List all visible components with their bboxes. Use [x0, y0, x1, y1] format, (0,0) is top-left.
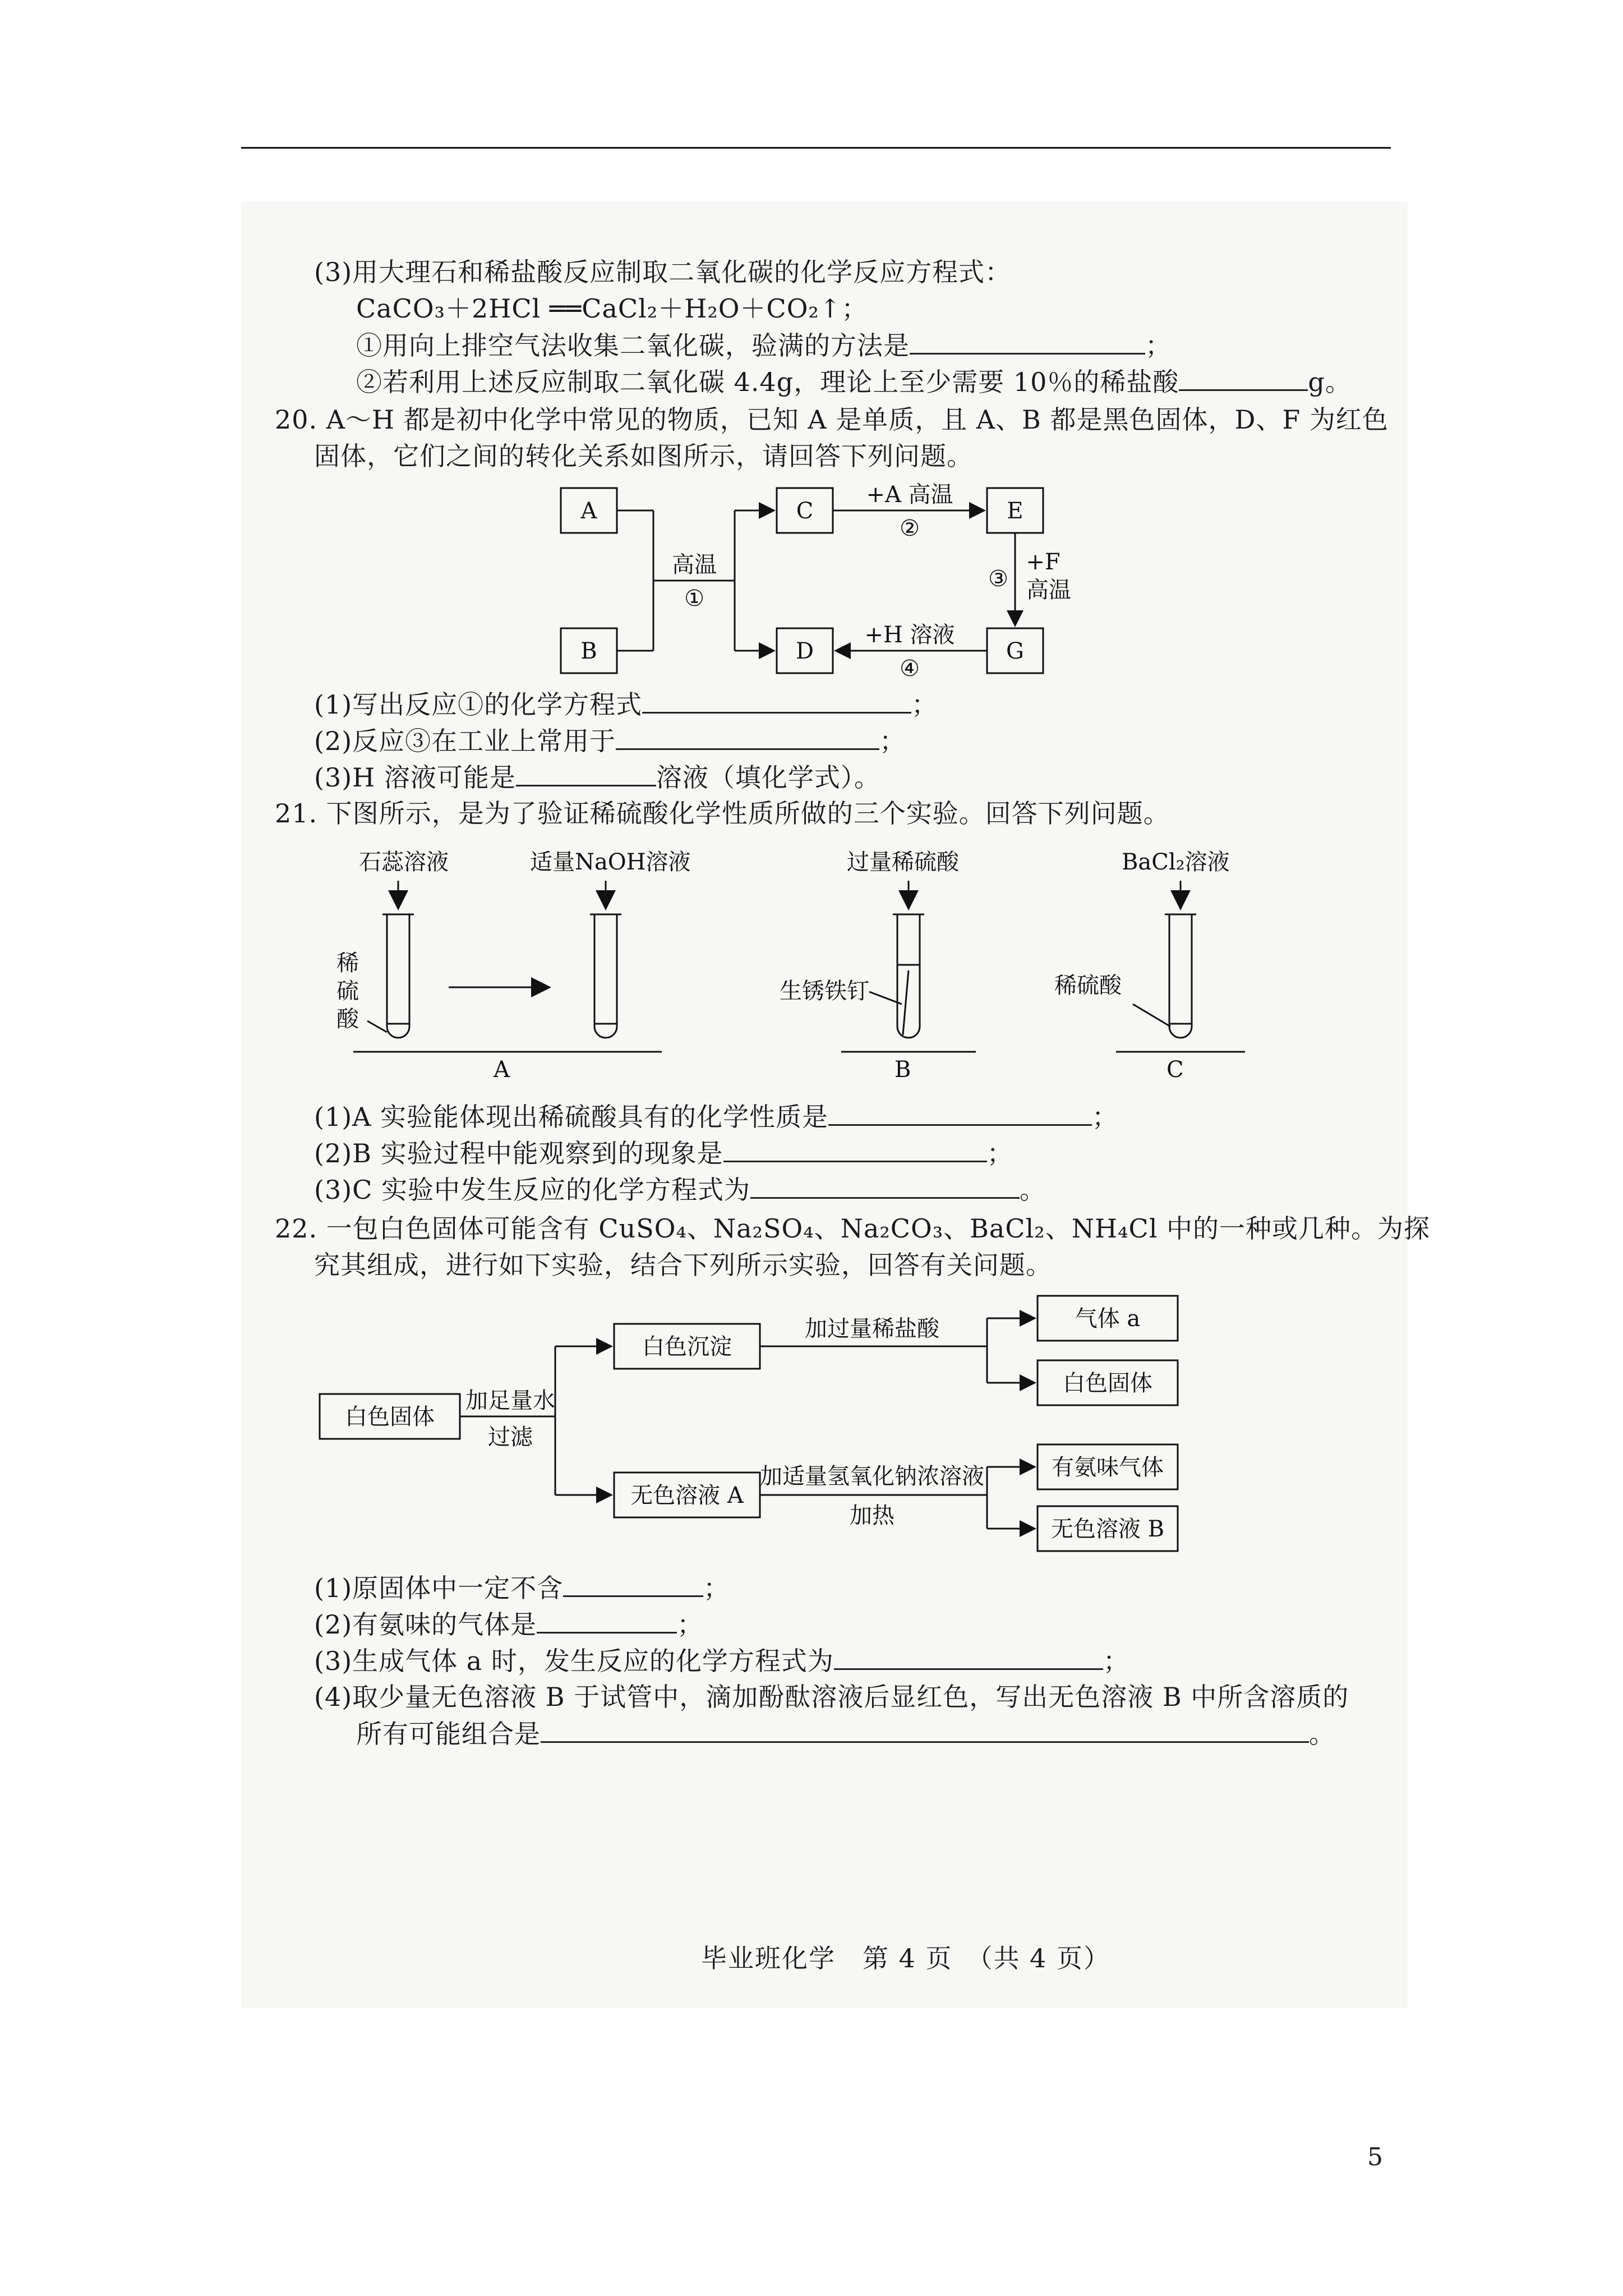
tube-a2 [594, 914, 617, 1038]
reaction2-condition: +A 高温 [866, 482, 953, 508]
q22-part4b [356, 1717, 1335, 1751]
solution-a-label: 无色溶液 A [630, 1483, 744, 1508]
q21-part3-text: (3)C 实验中发生反应的化学方程式为 [314, 1175, 750, 1205]
q22-stem-line1: 22. 一包白色固体可能含有 CuSO₄、Na₂SO₄、Na₂CO₃、BaCl₂、NH₄Cl 中的一种或几种。为探 [275, 1213, 1431, 1244]
q21-part3-blank[interactable] [750, 1172, 1020, 1199]
q22-part1-end: ； [703, 1573, 730, 1603]
q20-part1-end: ； [911, 689, 938, 720]
reaction2-number: ② [900, 516, 920, 541]
q20-part1-text: (1)写出反应①的化学方程式 [314, 689, 643, 720]
reaction1-condition: 高温 [672, 552, 717, 578]
litmus-label: 石蕊溶液 [359, 849, 449, 875]
q19-sub2 [356, 365, 1352, 399]
q20-part2-text: (2)反应③在工业上常用于 [314, 726, 616, 756]
precipitate-label: 白色沉淀 [642, 1334, 732, 1360]
q20-part3-blank[interactable] [516, 760, 656, 786]
white-solid-label: 白色固体 [345, 1404, 435, 1430]
q20-stem-line1: 20. A～H 都是初中化学中常见的物质，已知 A 是单质，且 A、B 都是黑色固体，D、F 为红色 [275, 404, 1389, 435]
acid-label-char3: 酸 [336, 1006, 359, 1032]
q21-part1-end: ； [1092, 1102, 1119, 1132]
solution-b-label: 无色溶液 B [1050, 1516, 1165, 1542]
naoh-label: 适量NaOH溶液 [530, 849, 691, 875]
q20-part3-text: (3)H 溶液可能是 [314, 762, 516, 793]
label-a: A [580, 498, 597, 524]
header-rule [241, 147, 1391, 149]
q20-part1-blank[interactable] [642, 687, 911, 714]
q21-part1 [314, 1099, 1118, 1134]
reaction4-number: ④ [900, 656, 920, 682]
page-footer: 毕业班化学 第 4 页 （共 4 页） [701, 1943, 1111, 1973]
tube-a1 [387, 914, 409, 1038]
q19-equation: CaCO₃＋2HCl ══CaCl₂＋H₂O＋CO₂↑； [356, 293, 868, 324]
label-c: C [796, 498, 814, 524]
q22-part2 [314, 1607, 703, 1641]
q22-stem-line2: 究其组成，进行如下实验，结合下列所示实验，回答有关问题。 [314, 1250, 1052, 1280]
label-g: G [1006, 638, 1024, 664]
reaction3-condition: 高温 [1026, 577, 1071, 603]
q21-part2-text: (2)B 实验过程中能观察到的现象是 [314, 1138, 723, 1168]
q22-part1-blank[interactable] [563, 1571, 703, 1597]
add-water-label: 加足量水 [465, 1388, 555, 1414]
q21-part3 [314, 1172, 1046, 1207]
label-e: E [1007, 498, 1023, 524]
add-hcl-label: 加过量稀盐酸 [805, 1316, 939, 1342]
q22-part4-blank[interactable] [541, 1717, 1309, 1743]
q21-part1-blank[interactable] [828, 1099, 1092, 1126]
q19-sub2-text: ②若利用上述反应制取二氧化碳 4.4g，理论上至少需要 10％的稀盐酸 [356, 367, 1179, 397]
q19-sub2-end: g。 [1308, 367, 1352, 397]
excess-acid-label: 过量稀硫酸 [847, 849, 959, 875]
page-number: 5 [1367, 2143, 1383, 2171]
heat-label: 加热 [850, 1503, 895, 1529]
q22-part3-text: (3)生成气体 a 时，发生反应的化学方程式为 [314, 1646, 834, 1676]
q22-part4b-end: 。 [1309, 1719, 1335, 1749]
q19-part3: (3)用大理石和稀盐酸反应制取二氧化碳的化学反应方程式： [314, 257, 1012, 287]
tube-c [1169, 914, 1192, 1038]
q21-part2 [314, 1136, 1013, 1170]
label-d: D [795, 638, 814, 664]
q21-part3-end: 。 [1019, 1175, 1046, 1205]
rusty-nail-label: 生锈铁钉 [780, 978, 869, 1004]
bacl2-label: BaCl₂溶液 [1122, 849, 1230, 875]
q19-sub1-text: ①用向上排空气法收集二氧化碳，验满的方法是 [356, 330, 910, 361]
white-solid-2-label: 白色固体 [1063, 1370, 1152, 1396]
q21-stem: 21. 下图所示，是为了验证稀硫酸化学性质所做的三个实验。回答下列问题。 [275, 798, 1170, 829]
reaction3-number: ③ [988, 566, 1008, 592]
acid-c-label: 稀硫酸 [1054, 973, 1122, 999]
q22-part2-blank[interactable] [537, 1607, 677, 1634]
q20-part2 [314, 724, 906, 758]
experiment-b-label: B [895, 1057, 911, 1083]
gas-a-label: 气体 a [1075, 1306, 1141, 1332]
q19-sub1-blank[interactable] [910, 328, 1145, 355]
acid-label-char2: 硫 [336, 978, 359, 1004]
ammonia-gas-label: 有氨味气体 [1052, 1455, 1164, 1480]
q19-sub1-end: ； [1145, 330, 1172, 361]
q21-experiment-diagram [314, 841, 1245, 1105]
q21-part2-end: ； [986, 1138, 1013, 1168]
q20-part2-blank[interactable] [616, 724, 879, 750]
q21-part2-blank[interactable] [723, 1136, 987, 1162]
q22-part3-end: ； [1103, 1646, 1129, 1676]
experiment-a-label: A [494, 1057, 510, 1083]
reaction3-reagent: +F [1026, 549, 1061, 575]
reaction1-number: ① [684, 586, 704, 611]
label-b: B [580, 638, 597, 664]
q22-part2-text: (2)有氨味的气体是 [314, 1609, 537, 1640]
q22-part2-end: ； [677, 1609, 704, 1640]
q20-part3-end: 溶液（填化学式）。 [656, 762, 880, 793]
acid-label-char1: 稀 [336, 950, 359, 976]
q20-part1 [314, 687, 938, 721]
add-naoh-label: 加适量氢氧化钠浓溶液 [760, 1464, 984, 1489]
rusty-nail [903, 970, 909, 1035]
experiment-c-label: C [1166, 1057, 1184, 1083]
q20-part3 [314, 760, 880, 794]
q22-part3 [314, 1644, 1129, 1678]
q20-conversion-diagram [550, 477, 1082, 684]
q22-part4: (4)取少量无色溶液 B 于试管中，滴加酚酞溶液后显红色，写出无色溶液 B 中所含溶质的 [314, 1682, 1349, 1712]
q22-part4b-text: 所有可能组合是 [356, 1719, 541, 1749]
q20-stem-line2: 固体，它们之间的转化关系如图所示，请回答下列问题。 [314, 441, 973, 471]
reaction4-reagent: +H 溶液 [864, 622, 955, 648]
q20-part2-end: ； [879, 726, 906, 756]
q22-flow-diagram [314, 1285, 1211, 1554]
q19-sub2-blank[interactable] [1179, 365, 1308, 391]
q19-sub1 [356, 328, 1172, 362]
q22-part1-text: (1)原固体中一定不含 [314, 1573, 564, 1603]
q21-part1-text: (1)A 实验能体现出稀硫酸具有的化学性质是 [314, 1102, 829, 1132]
q22-part1 [314, 1571, 730, 1605]
q22-part3-blank[interactable] [834, 1644, 1103, 1670]
filter-label: 过滤 [488, 1424, 533, 1450]
